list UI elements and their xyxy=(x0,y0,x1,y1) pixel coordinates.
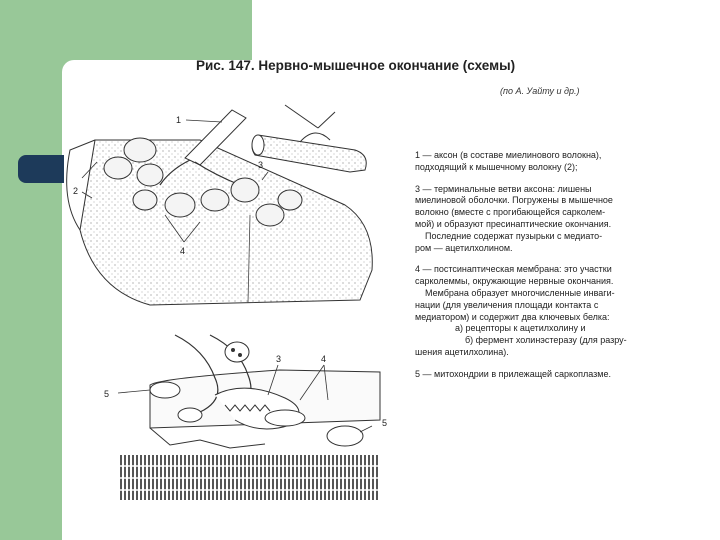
label-5-left: 5 xyxy=(104,389,110,399)
synapse-detail xyxy=(150,335,380,448)
caption-line: б) фермент холинэстеразу (для разру- xyxy=(465,335,627,346)
caption-item-1 xyxy=(415,150,683,174)
caption-line: сарколеммы, окружающие нервные окончания. xyxy=(415,276,614,287)
caption-block xyxy=(415,150,683,391)
caption-line: шения ацетилхолина). xyxy=(415,346,509,357)
label-5-right: 5 xyxy=(382,418,388,428)
caption-line: а) рецепторы к ацетилхолину и xyxy=(455,323,586,334)
caption-line: мой) и образуют пресинаптические окончания. xyxy=(415,218,612,229)
caption-line: миелиновой оболочки. Погружены в мышечное xyxy=(415,195,613,206)
caption-line: нации (для увеличения площади контакта с xyxy=(415,299,599,310)
caption-line: 1 — аксон (в составе миелинового волокна), xyxy=(415,150,602,160)
caption-line: Мембрана образует многочисленные инваги- xyxy=(425,287,615,298)
fiber-inset xyxy=(252,105,366,172)
label-3-lower: 3 xyxy=(276,354,282,364)
caption-line: волокно (вместе с прогибающейся сарколем- xyxy=(415,207,606,218)
caption-line: ром — ацетилхолином. xyxy=(415,242,513,253)
figure-credit: (по А. Уайту и др.) xyxy=(500,86,580,96)
caption-line: 4 — постсинаптическая мембрана: это участки xyxy=(415,264,612,275)
label-2: 2 xyxy=(73,186,79,196)
label-4-upper: 4 xyxy=(180,246,186,256)
caption-line: подходящий к мышечному волокну (2); xyxy=(415,161,578,172)
figure-title: Рис. 147. Нервно-мышечное окончание (схемы) xyxy=(196,58,516,73)
caption-line: Последние содержат пузырьки с медиато- xyxy=(425,230,603,241)
caption-line: медиатором) и содержит два ключевых белка: xyxy=(415,311,610,322)
label-4-lower: 4 xyxy=(321,354,327,364)
label-3-upper: 3 xyxy=(258,160,264,170)
label-1: 1 xyxy=(176,115,182,125)
caption-line: 3 — терминальные ветви аксона: лишены xyxy=(415,183,592,194)
caption-item-4 xyxy=(415,264,683,358)
caption-item-3 xyxy=(415,184,683,255)
caption-item-5 xyxy=(415,369,683,381)
caption-line: 5 — митохондрии в прилежащей саркоплазме. xyxy=(415,368,611,379)
